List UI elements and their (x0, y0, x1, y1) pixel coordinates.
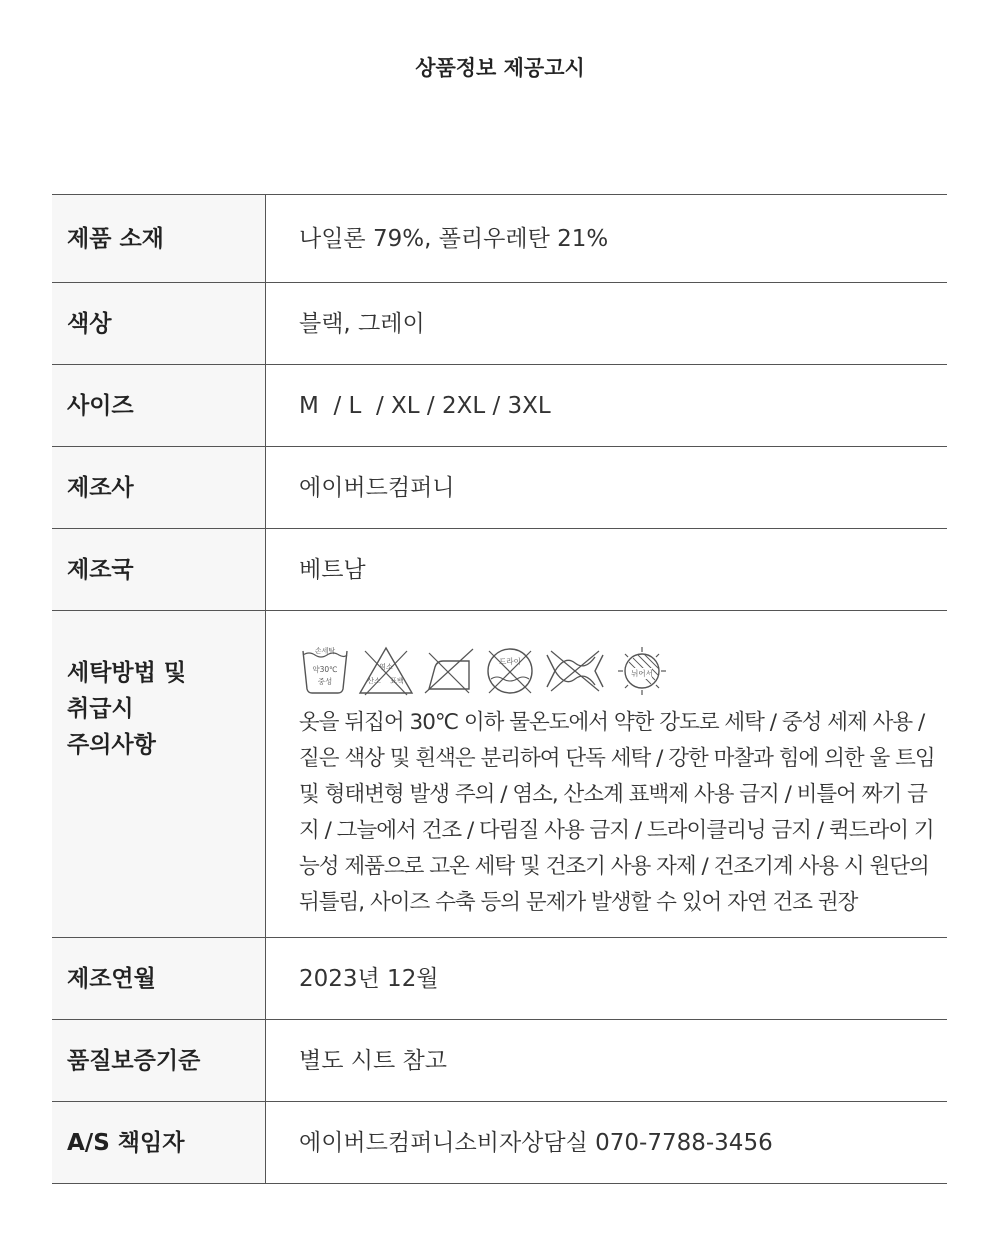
manufacturer-label: 제조사 (52, 447, 266, 529)
care-icon-label: 손세탁 (314, 647, 336, 655)
care-label-line: 세탁방법 및 (67, 660, 187, 686)
size-value-text: M / L / XL / 2XL / 3XL (299, 392, 551, 419)
table-row-size (52, 365, 947, 447)
table-row-manufacturer (52, 447, 947, 529)
care-icon-label: 드라이 (499, 657, 521, 666)
warranty-value: 별도 시트 참고 (299, 1047, 447, 1074)
page-title: 상품정보 제공고시 (415, 56, 585, 80)
country-value: 베트남 (299, 556, 366, 583)
care-label-line: 취급시 (67, 696, 134, 722)
manufacturer-value: 에이버드컴퍼니 (299, 474, 455, 501)
hand-wash-30-neutral-icon (299, 645, 351, 697)
care-icon-label: 중성 (317, 677, 333, 686)
care-icons (299, 645, 939, 699)
care-value (266, 611, 948, 938)
as-contact-value: 에이버드컴퍼니소비자상담실 070-7788-3456 (299, 1129, 773, 1156)
color-value: 블랙, 그레이 (299, 310, 425, 337)
no-wring-icon (543, 645, 607, 697)
table-row-warranty (52, 1020, 947, 1102)
size-label: 사이즈 (52, 365, 266, 447)
manufacture-date-value: 2023년 12월 (299, 965, 439, 992)
no-dry-clean-icon (483, 645, 537, 697)
color-label: 색상 (52, 283, 266, 365)
table-row-material (52, 195, 947, 283)
care-instructions-text: 옷을 뒤집어 30℃ 이하 물온도에서 약한 강도로 세탁 / 중성 세제 사용 / 짙은 색상 및 흰색은 분리하여 단독 세탁 / 강한 마찰과 힘에 의한 울 트임 및 형태변형 발생 주의 / 염소, 산소계 표백제 사용 금지 / 비틀어 짜기 금지 / 그늘에서 건조 / 다림질 사용 금지 / 드라이클리닝 금지 / 퀵드라이 기능성 제품으로 고온 세탁 및 건조기 사용 자제 / 건조기계 사용 시 원단의 뒤틀림, 사이즈 수축 등의 문제가 발생할 수 있어 자연 건조 권장 (299, 710, 935, 915)
care-icon-label: 염소 (379, 663, 393, 671)
material-value: 나일론 79%, 폴리우레탄 21% (299, 225, 609, 252)
material-label: 제품 소재 (52, 195, 266, 283)
table-row-care (52, 611, 947, 938)
manufacture-date-label: 제조연월 (52, 938, 266, 1020)
table-row-color (52, 283, 947, 365)
care-label-line: 주의사항 (67, 732, 156, 758)
table-row-as-contact (52, 1102, 947, 1184)
care-label (52, 611, 266, 938)
care-icon-label: 표백 (390, 677, 404, 685)
product-info-table (52, 194, 947, 1184)
country-label: 제조국 (52, 529, 266, 611)
no-bleach-icon (357, 645, 415, 697)
no-ironing-icon (421, 645, 477, 697)
warranty-label: 품질보증기준 (52, 1020, 266, 1102)
as-contact-label: A/S 책임자 (52, 1102, 266, 1184)
care-icon-label: 뉘어서 (631, 669, 653, 678)
size-value (266, 365, 948, 447)
shade-dry-icon (613, 645, 671, 697)
table-row-manufacture-date (52, 938, 947, 1020)
care-icon-label: 약30℃ (312, 665, 338, 674)
table-row-country (52, 529, 947, 611)
care-icon-label: 산소 (367, 677, 381, 685)
